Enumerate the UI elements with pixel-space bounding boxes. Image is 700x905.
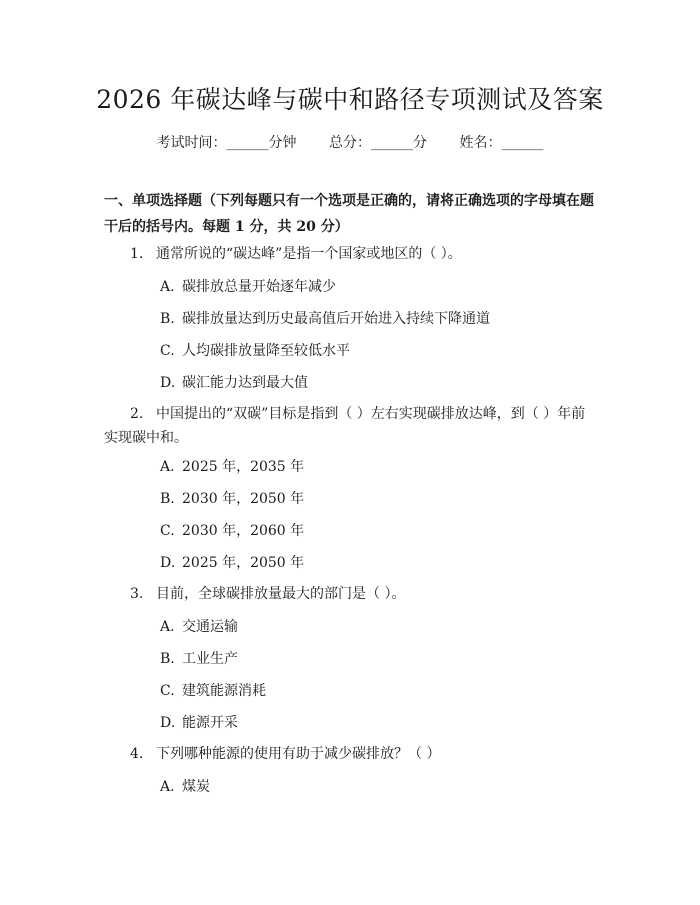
exam-time-field: 考试时间：______分钟 xyxy=(156,135,297,151)
option-3d xyxy=(160,712,238,732)
option-2d xyxy=(160,552,304,572)
option-letter: C. xyxy=(160,343,175,359)
exam-info-line xyxy=(0,132,700,152)
question-1 xyxy=(104,242,604,266)
option-text: 交通运输 xyxy=(182,619,238,635)
option-text: 碳排放量达到历史最高值后开始进入持续下降通道 xyxy=(182,311,490,327)
question-number: 1. xyxy=(130,246,144,262)
question-2 xyxy=(104,402,598,450)
option-3a xyxy=(160,616,238,636)
option-text: 煤炭 xyxy=(182,779,210,795)
option-letter: D. xyxy=(160,715,176,731)
document-title: 2026 年碳达峰与碳中和路径专项测试及答案 xyxy=(96,85,604,114)
option-letter: A. xyxy=(160,279,175,295)
option-letter: C. xyxy=(160,683,175,699)
question-number: 3. xyxy=(130,586,144,602)
name-field: 姓名：______ xyxy=(459,135,544,151)
question-3 xyxy=(104,582,604,606)
option-text: 能源开采 xyxy=(182,715,238,731)
option-text: 人均碳排放量降至较低水平 xyxy=(182,343,350,359)
total-score-field: 总分：______分 xyxy=(329,135,427,151)
question-text: 目前，全球碳排放量最大的部门是（ ）。 xyxy=(156,586,406,602)
question-text: 下列哪种能源的使用有助于减少碳排放？（ ） xyxy=(156,746,441,762)
option-letter: A. xyxy=(160,459,175,475)
question-4 xyxy=(104,742,604,766)
option-letter: C. xyxy=(160,523,175,539)
option-text: 建筑能源消耗 xyxy=(182,683,266,699)
option-2b xyxy=(160,488,304,508)
option-1b xyxy=(160,308,490,328)
option-letter: B. xyxy=(160,651,175,667)
option-text: 2025 年，2035 年 xyxy=(182,459,305,475)
question-number: 4. xyxy=(130,746,144,762)
option-1c xyxy=(160,340,350,360)
option-2c xyxy=(160,520,304,540)
option-1d xyxy=(160,372,308,392)
option-3b xyxy=(160,648,238,668)
option-text: 碳排放总量开始逐年减少 xyxy=(182,279,336,295)
option-text: 2030 年，2060 年 xyxy=(182,523,305,539)
option-3c xyxy=(160,680,266,700)
option-text: 2025 年，2050 年 xyxy=(182,555,305,571)
option-2a xyxy=(160,456,304,476)
option-text: 2030 年，2050 年 xyxy=(182,491,305,507)
option-1a xyxy=(160,276,336,296)
option-letter: D. xyxy=(160,555,176,571)
option-letter: A. xyxy=(160,619,175,635)
option-letter: A. xyxy=(160,779,175,795)
question-number: 2. xyxy=(130,406,144,422)
option-text: 碳汇能力达到最大值 xyxy=(182,375,308,391)
question-text: 中国提出的“双碳”目标是指到（ ）左右实现碳排放达峰，到（ ）年前实现碳中和。 xyxy=(104,406,586,446)
option-letter: B. xyxy=(160,491,175,507)
section-heading: 一、单项选择题（下列每题只有一个选项是正确的，请将正确选项的字母填在题干后的括号内。每题 1 分，共 20 分） xyxy=(104,193,594,235)
option-letter: D. xyxy=(160,375,176,391)
option-letter: B. xyxy=(160,311,175,327)
option-4a xyxy=(160,776,210,796)
question-text: 通常所说的“碳达峰”是指一个国家或地区的（ ）。 xyxy=(156,246,462,262)
option-text: 工业生产 xyxy=(182,651,238,667)
